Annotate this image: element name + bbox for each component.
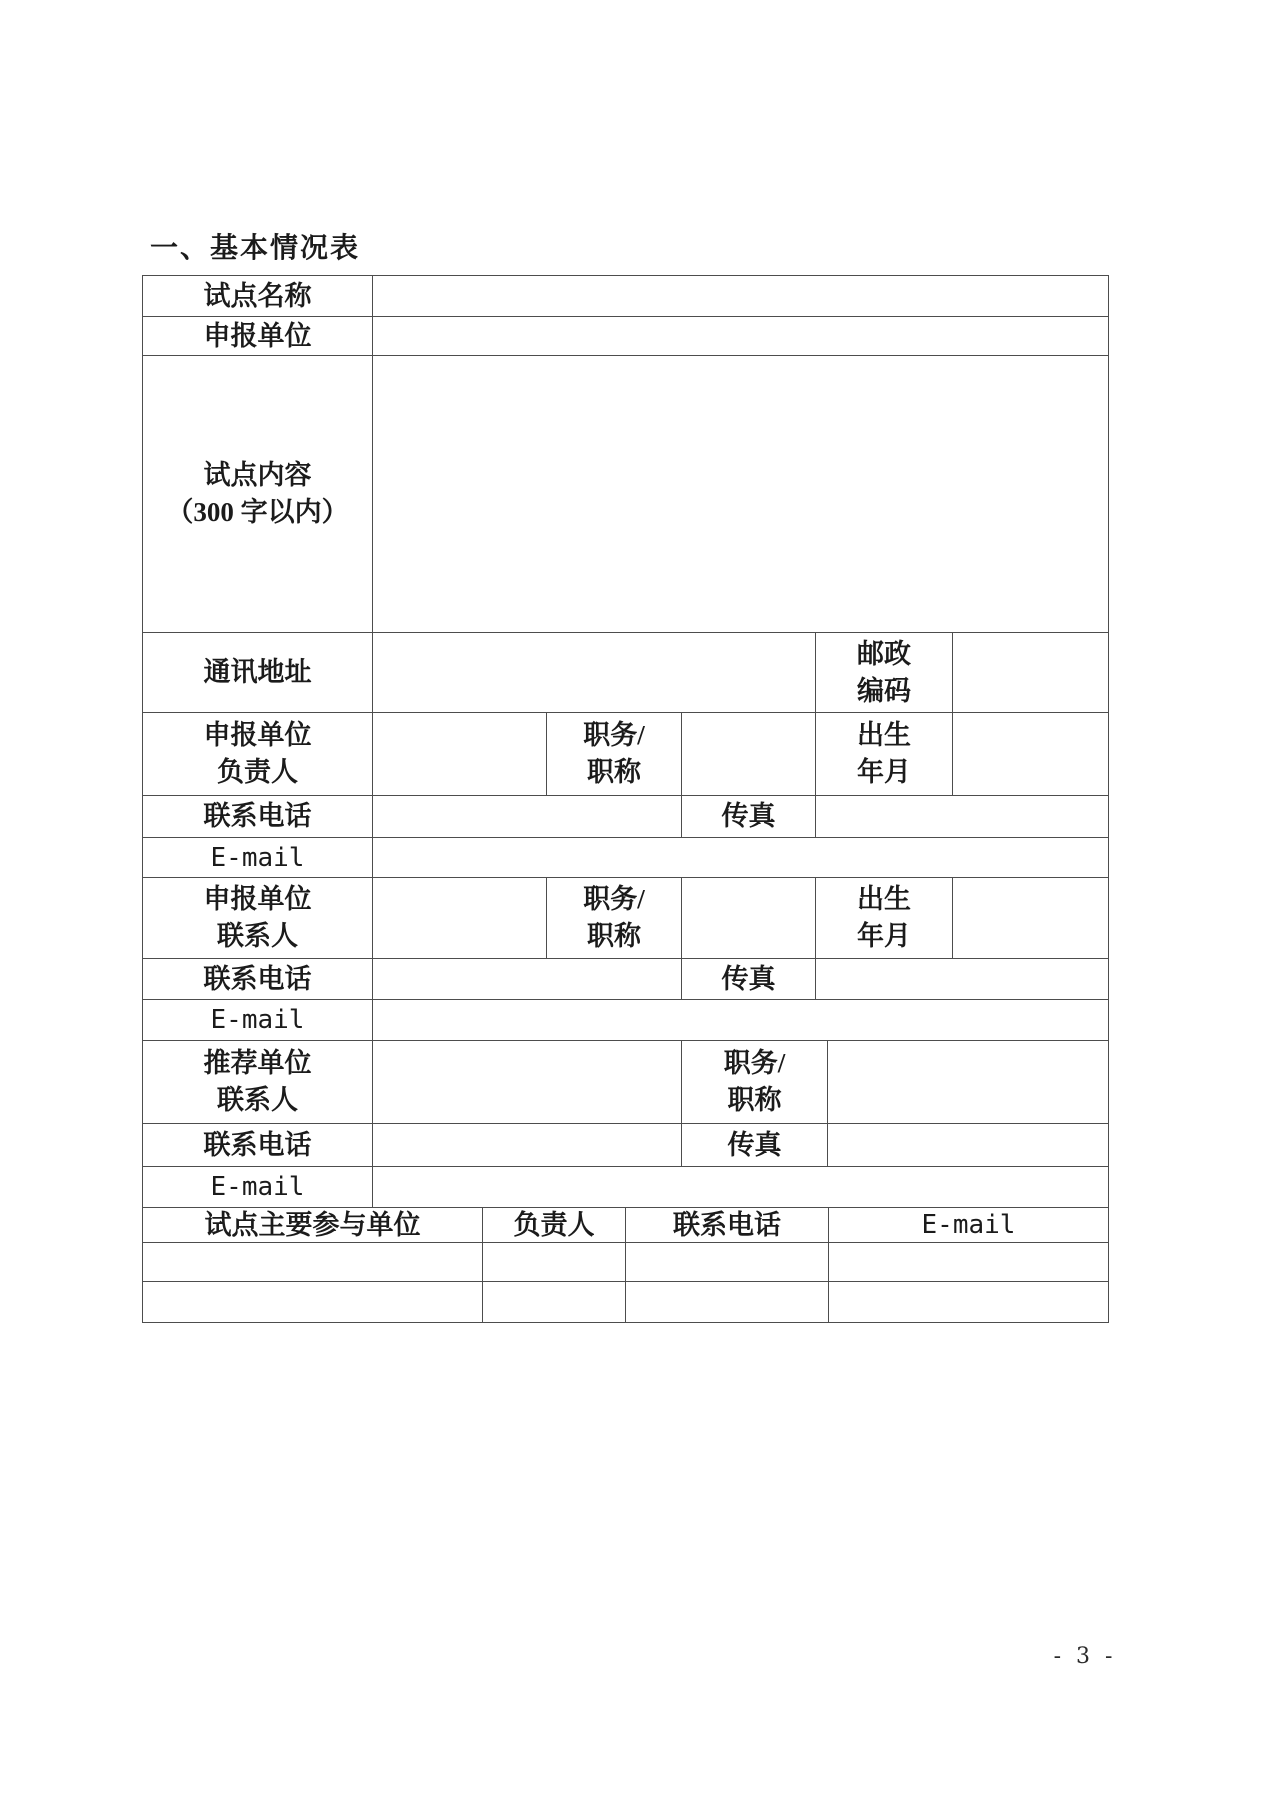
- applicant-head-label-line2: 负责人: [217, 757, 298, 787]
- participants-email-header: E-mail: [921, 1210, 1016, 1240]
- birth-date-label-line2: 年月: [857, 921, 911, 951]
- row-recommender-email: [143, 1167, 1108, 1208]
- address-label-cell: [143, 633, 373, 712]
- email-label: E-mail: [210, 1005, 305, 1035]
- recommender-contact-position-value-cell: [828, 1041, 1108, 1123]
- birth-date-label-line1: 出生: [857, 720, 911, 751]
- applicant-contact-label-line2: 联系人: [217, 921, 298, 951]
- phone-value-cell: [373, 796, 682, 837]
- participants-unit-header: 试点主要参与单位: [204, 1209, 421, 1240]
- participants-unit-header-cell: [143, 1208, 483, 1242]
- section-title: 一、基本情况表: [150, 233, 361, 264]
- position-title-label-line1: 职务/: [583, 720, 645, 751]
- applicant-head-birth-label-cell: [816, 713, 953, 795]
- participant-email-cell: [829, 1243, 1108, 1281]
- email-label-cell: [143, 1167, 373, 1207]
- participant-unit-cell: [143, 1282, 483, 1322]
- participant-unit-cell: [143, 1243, 483, 1281]
- position-title-label-line1: 职务/: [583, 884, 645, 915]
- recommender-contact-name-cell: [373, 1041, 682, 1123]
- position-title-label-line2: 职称: [727, 1085, 782, 1115]
- phone-label-cell: [143, 1124, 373, 1166]
- postal-code-label-cell: [816, 633, 953, 712]
- participant-email-cell: [829, 1282, 1108, 1322]
- phone-label-cell: [143, 959, 373, 999]
- applicant-contact-position-value-cell: [682, 878, 816, 958]
- participants-phone-header: 联系电话: [673, 1209, 781, 1240]
- birth-date-label-line1: 出生: [857, 884, 911, 915]
- fax-label: 传真: [721, 801, 776, 832]
- email-label: E-mail: [210, 842, 305, 873]
- pilot-content-label-line1: 试点内容: [203, 460, 312, 491]
- participant-phone-cell: [626, 1243, 829, 1281]
- row-applicant-head-email: [143, 838, 1108, 878]
- postal-code-label-line2: 编码: [857, 675, 911, 706]
- position-title-label-line2: 职称: [587, 921, 641, 951]
- applicant-contact-position-label-cell: [547, 878, 682, 958]
- postal-code-value-cell: [953, 633, 1108, 712]
- fax-value-cell: [816, 796, 1108, 837]
- address-label: 通讯地址: [203, 657, 312, 688]
- row-applicant-head-phone: [143, 796, 1108, 838]
- applicant-head-label-line1: 申报单位: [203, 720, 312, 751]
- row-address: [143, 633, 1108, 713]
- pilot-name-value-cell: [373, 276, 1108, 316]
- pilot-content-label-cell: [143, 356, 373, 632]
- row-recommender-contact: [143, 1041, 1108, 1124]
- applicant-head-position-value-cell: [682, 713, 816, 795]
- row-applicant-head: [143, 713, 1108, 796]
- address-value-cell: [373, 633, 816, 712]
- position-title-label-line1: 职务/: [723, 1048, 786, 1079]
- participant-phone-cell: [626, 1282, 829, 1322]
- participants-head-header-cell: [483, 1208, 626, 1242]
- phone-label-cell: [143, 796, 373, 837]
- email-value-cell: [373, 1167, 1108, 1207]
- pilot-content-value-cell: [373, 356, 1108, 632]
- recommender-contact-label-line2: 联系人: [217, 1085, 298, 1115]
- phone-label: 联系电话: [203, 963, 312, 994]
- row-pilot-content: [143, 356, 1108, 633]
- fax-label: 传真: [727, 1129, 782, 1160]
- participants-email-header-cell: [829, 1208, 1108, 1242]
- applicant-head-birth-value-cell: [953, 713, 1108, 795]
- row-applicant-contact-phone: [143, 959, 1108, 1000]
- participant-head-cell: [483, 1243, 626, 1281]
- fax-label-cell: [682, 959, 816, 999]
- fax-label-cell: [682, 796, 816, 837]
- position-title-label-line2: 职称: [587, 757, 641, 787]
- row-participants-header: [143, 1208, 1108, 1243]
- email-value-cell: [373, 1000, 1108, 1040]
- fax-value-cell: [828, 1124, 1108, 1166]
- email-label: E-mail: [210, 1172, 305, 1202]
- recommender-contact-label-cell: [143, 1041, 373, 1123]
- row-pilot-name: [143, 276, 1108, 317]
- email-label-cell: [143, 838, 373, 877]
- applicant-head-name-cell: [373, 713, 547, 795]
- birth-date-label-line2: 年月: [857, 757, 911, 787]
- applicant-head-position-label-cell: [547, 713, 682, 795]
- row-participant-2: [143, 1282, 1108, 1322]
- participants-head-header: 负责人: [513, 1209, 595, 1240]
- phone-value-cell: [373, 959, 682, 999]
- page-number: - 3 -: [1053, 1644, 1117, 1669]
- applicant-contact-name-cell: [373, 878, 547, 958]
- phone-label: 联系电话: [203, 801, 312, 832]
- fax-value-cell: [816, 959, 1108, 999]
- applicant-contact-label-line1: 申报单位: [203, 884, 312, 915]
- fax-label: 传真: [721, 963, 776, 994]
- recommender-contact-position-label-cell: [682, 1041, 828, 1123]
- row-applicant-contact: [143, 878, 1108, 959]
- phone-label: 联系电话: [203, 1129, 312, 1160]
- row-applicant-unit: [143, 317, 1108, 356]
- postal-code-label-line1: 邮政: [857, 638, 911, 669]
- applicant-head-label-cell: [143, 713, 373, 795]
- pilot-name-label: 试点名称: [203, 280, 312, 311]
- basic-info-table: [142, 275, 1109, 1323]
- row-participant-1: [143, 1243, 1108, 1282]
- applicant-unit-label-cell: [143, 317, 373, 355]
- participant-head-cell: [483, 1282, 626, 1322]
- fax-label-cell: [682, 1124, 828, 1166]
- pilot-name-label-cell: [143, 276, 373, 316]
- pilot-content-label-line2: （300 字以内）: [166, 497, 349, 527]
- applicant-contact-label-cell: [143, 878, 373, 958]
- applicant-contact-birth-label-cell: [816, 878, 953, 958]
- applicant-unit-label: 申报单位: [203, 320, 312, 351]
- email-value-cell: [373, 838, 1108, 877]
- phone-value-cell: [373, 1124, 682, 1166]
- row-recommender-phone: [143, 1124, 1108, 1167]
- email-label-cell: [143, 1000, 373, 1040]
- applicant-unit-value-cell: [373, 317, 1108, 355]
- applicant-contact-birth-value-cell: [953, 878, 1108, 958]
- participants-phone-header-cell: [626, 1208, 829, 1242]
- row-applicant-contact-email: [143, 1000, 1108, 1041]
- recommender-contact-label-line1: 推荐单位: [203, 1048, 312, 1079]
